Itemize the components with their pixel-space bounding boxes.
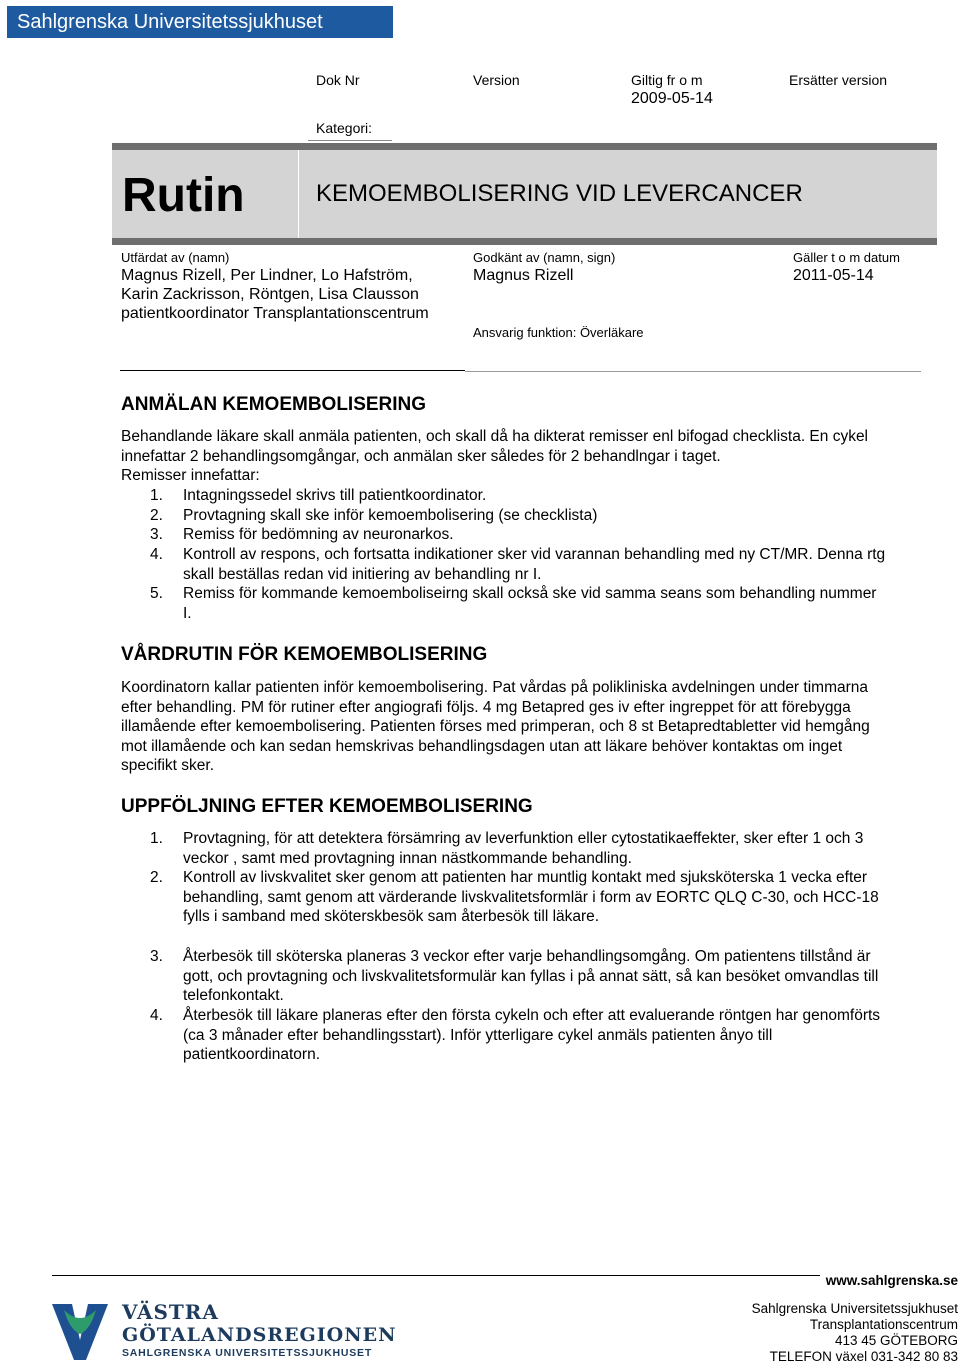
list-number: 1. [150, 830, 163, 847]
list-text: behandling, samt genom att värderande livskvalitetsformlär i form av EORTC QLQ C-30, och HCC-18 [183, 888, 879, 906]
list-number: 4. [150, 546, 163, 563]
document-type: Rutin [122, 169, 245, 222]
list-number: 5. [150, 585, 163, 602]
text-line: mot illamående och kan sedan hemskrivas behandlingsdagen utan att läkare behöver kontaktas om inget [121, 737, 843, 755]
vardrutin-text [121, 678, 951, 776]
section-heading-anmalan: ANMÄLAN KEMOEMBOLISERING [121, 394, 427, 415]
list-item [121, 947, 951, 1007]
list-item [121, 1006, 951, 1066]
list-text: Kontroll av respons, och fortsatta indikationer sker vid varannan behandling med ny CT/MR. Denna rtg [183, 546, 886, 563]
list-item [121, 829, 951, 869]
list-text: telefonkontakt. [183, 987, 284, 1005]
godkant-value: Magnus Rizell [473, 267, 574, 284]
godkant-label: Godkänt av (namn, sign) [473, 250, 616, 265]
list-item [121, 868, 951, 928]
logo-text-hospital: SAHLGRENSKA UNIVERSITETSSJUKHUSET [122, 1347, 373, 1359]
vgr-logo [50, 1300, 397, 1362]
text-line: Remisser innefattar: [121, 467, 260, 485]
title-divider [298, 150, 299, 238]
list-text: skall beställas redan vid initiering av behandling nr I. [183, 565, 542, 583]
text-line: innefattar 2 behandlingsomgångar, och anmälan sker således för 2 behandlngar i taget. [121, 447, 721, 465]
utfardat-line: patientkoordinator Transplantationscentrum [121, 305, 429, 322]
giltig-value: 2009-05-14 [631, 90, 713, 107]
list-number: 2. [150, 869, 163, 886]
utfardat-line: Magnus Rizell, Per Lindner, Lo Hafström, [121, 267, 413, 284]
list-item [121, 486, 951, 506]
footer-address [752, 1301, 958, 1365]
list-number: 2. [150, 507, 163, 524]
list-text: patientkoordinatorn. [183, 1046, 321, 1064]
address-line: TELEFON växel 031-342 80 83 [769, 1349, 958, 1364]
ersatter-label: Ersätter version [789, 72, 888, 88]
section-heading-uppfoljning: UPPFÖLJNING EFTER KEMOEMBOLISERING [121, 796, 533, 817]
address-line: 413 45 GÖTEBORG [834, 1333, 958, 1348]
list-text: fylls i samband med sköterskbesök sam återbesök till läkare. [183, 908, 600, 926]
list-number: 4. [150, 1007, 163, 1024]
address-line: Sahlgrenska Universitetssjukhuset [751, 1301, 958, 1316]
kategori-label: Kategori: [316, 120, 373, 136]
list-number: 3. [150, 526, 163, 543]
list-text: veckor , samt med provtagning innan nästkommande behandling. [183, 849, 632, 867]
utfardat-label: Utfärdat av (namn) [121, 250, 230, 265]
utfardat-names [121, 266, 429, 323]
kategori-line [308, 140, 392, 141]
separator [120, 370, 465, 371]
list-text: Återbesök till sköterska planeras 3 veckor efter varje behandlingsomgång. Om patientens tillstånd är [183, 948, 871, 965]
list-text: Remiss för kommande kemoemboliseirng skall också ske vid samma seans som behandling nummer [183, 585, 877, 602]
text-line: efter behandling. PM för rutiner efter angiografi följs. 4 mg Betapred ges iv efter ingreppet för att förebygga [121, 698, 851, 716]
list-item [121, 525, 951, 545]
list-text: Återbesök till läkare planeras efter den första cykeln och efter att evaluerande röntgen har genomförts [183, 1007, 881, 1024]
anmalan-text [121, 427, 951, 486]
text-line: specifikt sker. [121, 757, 215, 775]
list-text: Kontroll av livskvalitet sker genom att patienten har muntlig kontakt med sjuksköterska 1 vecka efter [183, 869, 868, 886]
list-text: (ca 3 månader efter behandlingsstart). Inför ytterligare cykel anmäls patienten ånyo till [183, 1026, 773, 1044]
list-text: Provtagning, för att detektera försämring av leverfunktion eller cytostatikaeffekter, sker efter 1 och 3 [183, 830, 864, 847]
address-line: Transplantationscentrum [809, 1317, 958, 1332]
list-text: I. [183, 604, 192, 622]
logo-text-region: GÖTALANDSREGIONEN [122, 1324, 397, 1346]
list-text: Remiss för bedömning av neuronarkos. [183, 526, 454, 543]
list-text: gott, och provtagning och livskvalitetsformulär kan fyllas i på annat sätt, så kan besöket omvandlas till [183, 967, 879, 985]
galler-value: 2011-05-14 [793, 267, 874, 284]
list-item [121, 584, 951, 624]
text-line: Behandlande läkare skall anmäla patienten, och skall då ha dikterat remisser enl bifogad checklista. En cykel [121, 428, 869, 445]
list-number: 3. [150, 948, 163, 965]
galler-label: Gäller t o m datum [793, 250, 900, 265]
section-heading-vardrutin: VÅRDRUTIN FÖR KEMOEMBOLISERING [121, 644, 488, 665]
list-text: Provtagning skall ske inför kemoembolisering (se checklista) [183, 507, 598, 524]
list-item [121, 506, 951, 526]
separator [465, 371, 921, 372]
dok-nr-label: Dok Nr [316, 72, 360, 88]
hospital-banner: Sahlgrenska Universitetssjukhuset [7, 6, 393, 38]
version-label: Version [473, 72, 520, 88]
text-line: Koordinatorn kallar patienten inför kemoembolisering. Pat vårdas på polikliniska avdelningen under timmarna [121, 679, 868, 696]
document-title: KEMOEMBOLISERING VID LEVERCANCER [316, 180, 803, 207]
text-line: illamående efter kemoembolisering. Patienten förses med primperan, och 8 st Betapredtabletter vid hemgång [121, 718, 870, 736]
vgr-emblem-icon [50, 1300, 110, 1362]
giltig-label: Giltig fr o m [631, 72, 703, 88]
footer-line [52, 1275, 820, 1276]
website-link[interactable]: www.sahlgrenska.se [825, 1273, 958, 1288]
list-item [121, 545, 951, 585]
logo-text-vastra: VÄSTRA [122, 1300, 219, 1324]
utfardat-line: Karin Zackrisson, Röntgen, Lisa Clausson [121, 286, 419, 303]
ansvarig-funktion: Ansvarig funktion: Överläkare [473, 325, 644, 340]
list-number: 1. [150, 487, 163, 504]
list-text: Intagningssedel skrivs till patientkoordinator. [183, 487, 487, 504]
